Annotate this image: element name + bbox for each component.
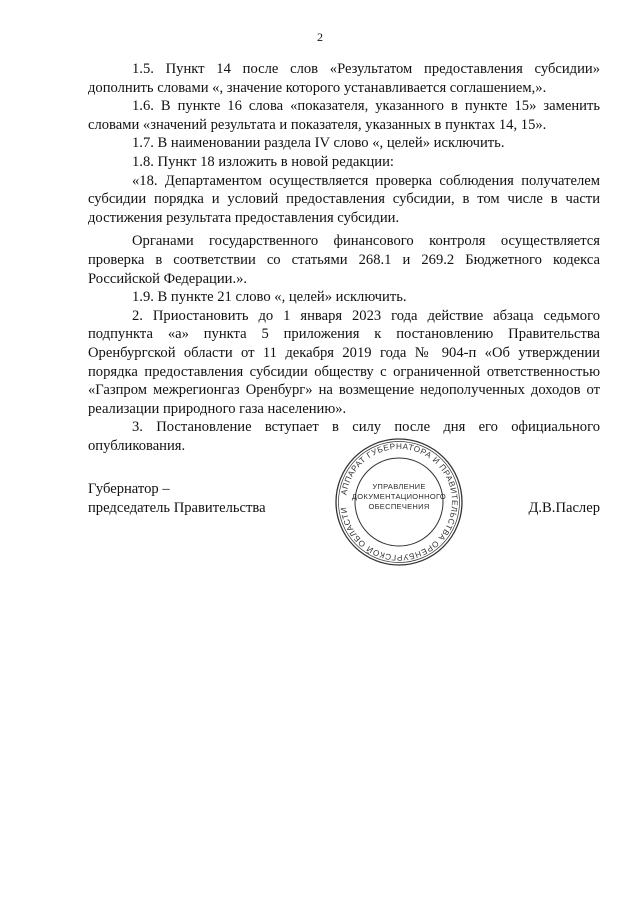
paragraph-1-7: 1.7. В наименовании раздела IV слово «, целей» исключить. (132, 135, 505, 152)
signatory-position-line1: Губернатор – (88, 481, 170, 497)
stamp-center-line1: УПРАВЛЕНИЕ (372, 482, 426, 491)
paragraph-1-5: 1.5. Пункт 14 после слов «Результатом предоставления субсидии» дополнить словами «, значение которого устанавливается соглашением,». (88, 61, 600, 96)
signatory-name: Д.В.Паслер (528, 500, 600, 516)
signatory-position (88, 480, 266, 517)
paragraph-financial-control: Органами государственного финансового контроля осуществляется проверка в соответствии со статьями 268.1 и 269.2 Бюджетного кодекса Российской Федерации.». (88, 233, 600, 287)
stamp-ring-text: АППАРАТ ГУБЕРНАТОРА И ПРАВИТЕЛЬСТВА ОРЕНБУРГСКОЙ ОБЛАСТИ (339, 441, 460, 563)
official-stamp (333, 436, 465, 568)
page-number: 2 (317, 30, 323, 44)
stamp-center-line2: ДОКУМЕНТАЦИОННОГО (351, 492, 447, 501)
paragraph-3: 3. Постановление вступает в силу после дня его официального опубликования. (88, 419, 600, 454)
document-body (88, 60, 600, 455)
stamp-center-line3: ОБЕСПЕЧЕНИЯ (368, 502, 430, 511)
paragraph-18-quote: «18. Департаментом осуществляется проверка соблюдения получателем субсидии порядка и условий предоставления субсидии, в том числе в части достижения результата предоставления субсидии. (88, 172, 600, 226)
paragraph-1-8: 1.8. Пункт 18 изложить в новой редакции: (132, 153, 394, 170)
paragraph-2: 2. Приостановить до 1 января 2023 года действие абзаца седьмого подпункта «а» пункта 5 приложения к постановлению Правительства Оренбургской области от 11 декабря 2019 года № 904-п «Об утверждении порядка предоставления субсидии обществу с ограниченной ответственностью «Газпром межрегионгаз Оренбург» на возмещение недополученных доходов от реализации природного газа населению». (88, 307, 600, 417)
paragraph-1-6: 1.6. В пункте 16 слова «показателя, указанного в пункте 15» заменить словами «значений результата и показателя, указанных в пунктах 14, 15». (88, 98, 600, 133)
signatory-position-line2: председатель Правительства (88, 499, 266, 516)
stamp-center-text (333, 482, 465, 512)
paragraph-1-9: 1.9. В пункте 21 слово «, целей» исключить. (132, 289, 407, 306)
